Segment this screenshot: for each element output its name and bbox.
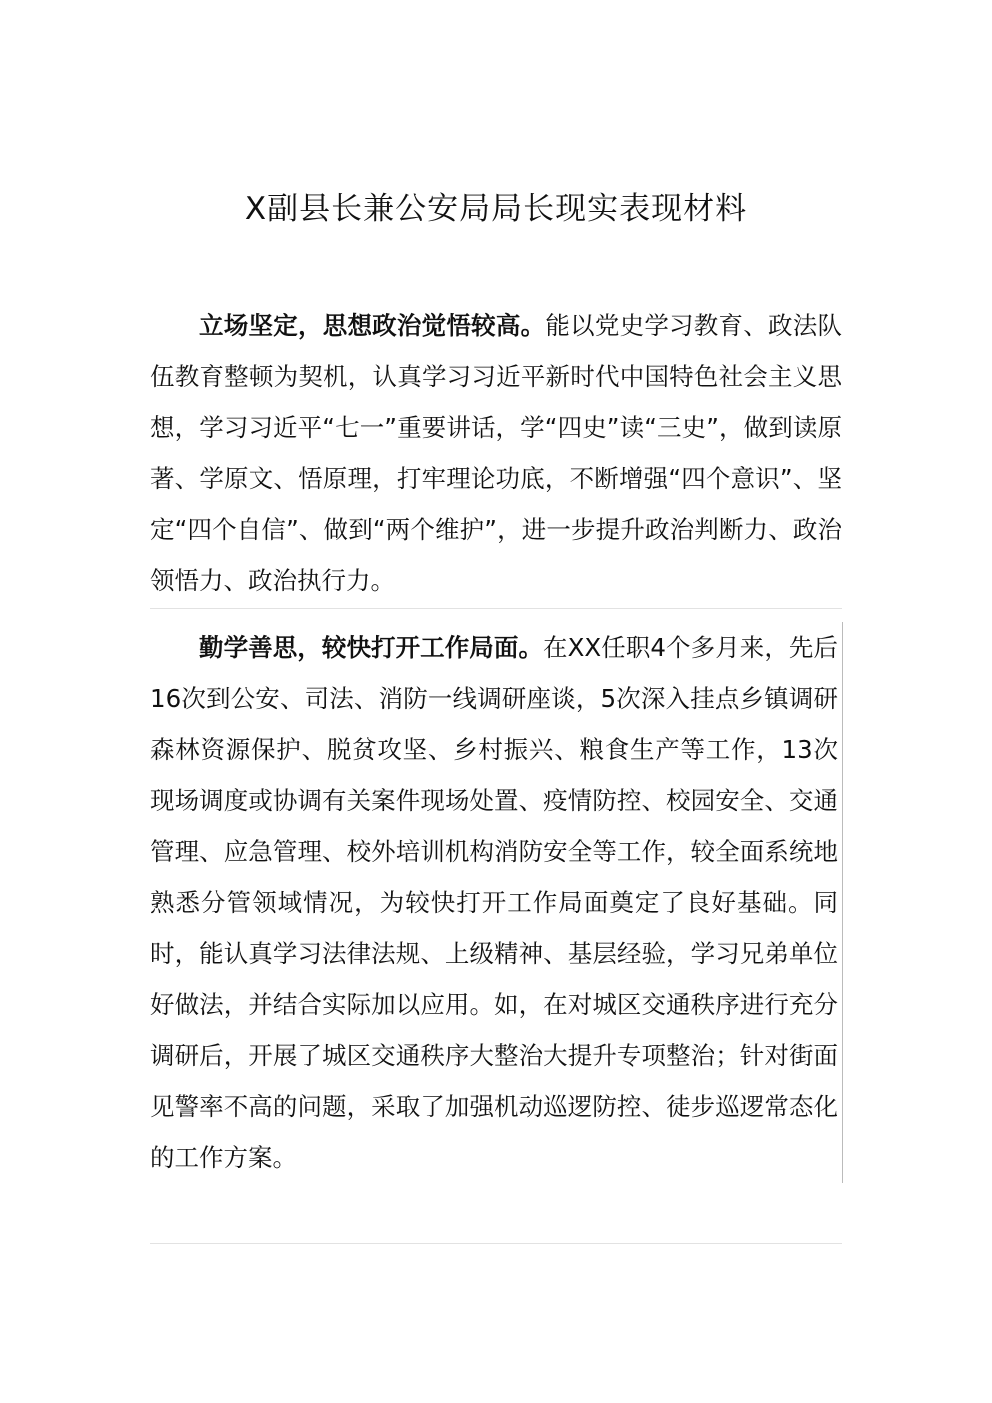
paragraph-work-progress [150, 622, 843, 1183]
paragraph-lead: 立场坚定，思想政治觉悟较高。 [199, 311, 546, 340]
section-divider [150, 608, 842, 609]
document-title: X副县长兼公安局局长现实表现材料 [244, 190, 748, 227]
paragraph-body: 能以党史学习教育、政法队伍教育整顿为契机，认真学习习近平新时代中国特色社会主义思想，学习习近平“七一”重要讲话，学“四史”读“三史”，做到读原著、学原文、悟原理，打牢理论功底，不断增强“四个意识”、坚定“四个自信”、做到“两个维护”，进一步提升政治判断力、政治领悟力、政治执行力。 [150, 311, 842, 595]
section-divider [150, 1243, 842, 1244]
paragraph-body: 在XX任职4个多月来，先后16次到公安、司法、消防一线调研座谈，5次深入挂点乡镇调研森林资源保护、脱贫攻坚、乡村振兴、粮食生产等工作，13次现场调度或协调有关案件现场处置、疫情防控、校园安全、交通管理、应急管理、校外培训机构消防安全等工作，较全面系统地熟悉分管领域情况，为较快打开工作局面奠定了良好基础。同时，能认真学习法律法规、上级精神、基层经验，学习兄弟单位好做法，并结合实际加以应用。如，在对城区交通秩序进行充分调研后，开展了城区交通秩序大整治大提升专项整治；针对街面见警率不高的问题，采取了加强机动巡逻防控、徒步巡逻常态化的工作方案。 [150, 633, 838, 1172]
paragraph-political-stance [150, 300, 842, 606]
paragraph-lead: 勤学善思，较快打开工作局面。 [199, 633, 544, 662]
